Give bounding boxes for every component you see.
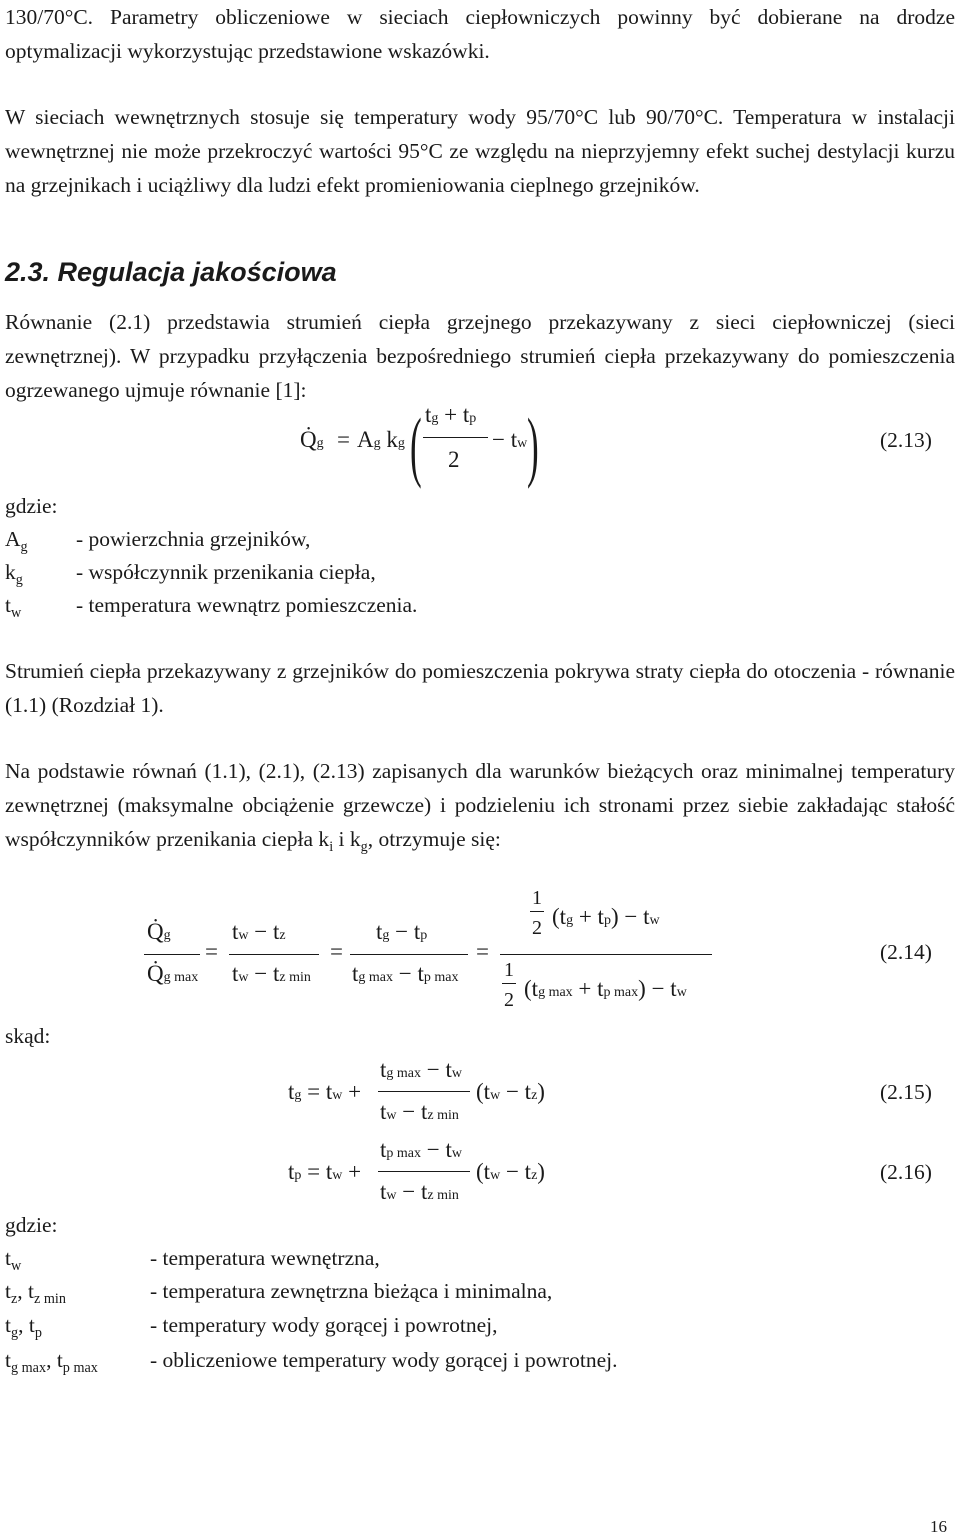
- page-number: 16: [930, 1517, 947, 1536]
- definition-symbol: $t_g$, $t_p$: [5, 1313, 42, 1341]
- gdzie-label-2: gdzie:: [5, 1213, 58, 1237]
- skad-label: skąd:: [5, 1024, 51, 1048]
- equation-number-2-14: (2.14): [880, 940, 932, 964]
- definition-symbol: $k_g$: [5, 560, 23, 588]
- section-heading: 2.3. Regulacja jakościowa: [5, 257, 337, 287]
- definition-symbol: $t_z$, $t_{z min}$: [5, 1279, 66, 1307]
- section-paragraph-1: Równanie (2.1) przedstawia strumień ciepła grzejnego przekazywany z sieci ciepłowniczej (sieci zewnętrznej). W przypadku przyłączenia bezpośredniego strumień ciepła przekazywany do pomieszczenia ogrzewanego ujmuje równanie [1]:: [5, 310, 955, 402]
- section-paragraph-2: Strumień ciepła przekazywany z grzejników do pomieszczenia pokrywa straty ciepła do otoczenia - równanie (1.1) (Rozdział 1).: [5, 659, 955, 717]
- equation-number-2-16: (2.16): [880, 1160, 932, 1184]
- equation-number-2-13: (2.13): [880, 428, 932, 452]
- gdzie-label: gdzie:: [5, 494, 58, 518]
- definition-text: - powierzchnia grzejników,: [76, 527, 311, 551]
- definition-text: - obliczeniowe temperatury wody gorącej i powrotnej.: [150, 1348, 618, 1372]
- definition-symbol: $t_w$: [5, 1246, 22, 1274]
- definition-text: - temperatury wody gorącej i powrotnej,: [150, 1313, 498, 1337]
- intro-paragraph-2: W sieciach wewnętrznych stosuje się temperatury wody 95/70°C lub 90/70°C. Temperatura w instalacji wewnętrznej nie może przekroczyć wartości 95°C ze względu na nieprzyjemny efekt suchej destylacji kurzu na grzejnikach i uciążliwy dla ludzi efekt promieniowania cieplnego grzejników.: [5, 105, 955, 197]
- definition-text: - temperatura zewnętrzna bieżąca i minimalna,: [150, 1279, 553, 1303]
- definition-text: - temperatura wewnątrz pomieszczenia.: [76, 593, 418, 617]
- intro-paragraph-1: 130/70°C. Parametry obliczeniowe w sieciach ciepłowniczych powinny być dobierane na drodze optymalizacji wykorzystując przedstawione wskazówki.: [5, 5, 955, 63]
- equation-number-2-15: (2.15): [880, 1080, 932, 1104]
- definition-symbol: $A_g$: [5, 527, 28, 555]
- definition-symbol: $t_{g max}$, $t_{p max}$: [5, 1348, 98, 1376]
- definition-text: - temperatura wewnętrzna,: [150, 1246, 380, 1270]
- definition-symbol: $t_w$: [5, 593, 22, 621]
- section-paragraph-3: Na podstawie równań (1.1), (2.1), (2.13) zapisanych dla warunków bieżących oraz minimalnej temperatury zewnętrznej (maksymalne obciążenie grzewcze) i podzieleniu ich stronami przez siebie zakładając stałość współczynników przenikania ciepła $k_i$ i $k_g$, otrzymuje się:: [5, 759, 955, 855]
- document-page: 130/70°C. Parametry obliczeniowe w sieciach ciepłowniczych powinny być dobierane na drodze optymalizacji wykorzystując przedstawione wskazówki. W sieciach wewnętrznych stosuje się temperatury wody 95/70°C lub 90/70°C. Temperatura w instalacji wewnętrznej nie może przekroczyć wartości 95°C ze względu na nieprzyjemny efekt suchej destylacji kurzu na grzejnikach i uciążliwy dla ludzi efekt promieniowania cieplnego grzejników. 2.3. Regulacja jakościowa Równanie (2.1) przedstawia strumień ciepła grzejnego przekazywany z sieci ciepłowniczej (sieci zewnętrznej). W przypadku przyłączenia bezpośredniego strumień ciepła przekazywany do pomieszczenia ogrzewanego ujmuje równanie [1]: Q̇g = Ag kg ( tg + tp 2 − tw ) (2.13) gdzie: $A_g$ - powierzchnia grzejników, $k_g$ - współczynnik przenikania ciepła, $t_w$ - temperatura wewnątrz pomieszczenia. Strumień ciepła przekazywany z grzejników do pomieszczenia pokrywa straty ciepła do otoczenia - równanie (1.1) (Rozdział 1). Na podstawie równań (1.1), (2.1), (2.13) zapisanych dla warunków bieżących oraz minimalnej temperatury zewnętrznej (maksymalne obciążenie grzewcze) i podzieleniu ich stronami przez siebie zakładając stałość współczynników przenikania ciepła $k_i$ i $k_g$, otrzymuje się: Q̇g Q̇g max = tw − tz tw − tz min = tg − tp tg max − tp max = 1 2 (tg + tp) − tw 1 2 (tg max + tp max) − tw (2.14) skąd: tg = tw + tg max − tw tw − tz min (tw − tz) (2.15) tp = tw + tp max − tw tw − tz min (tw − tz) (2.16) gdzie: $t_w$ - temperatura wewnętrzna, $t_z$, $t_{z min}$ - temperatura zewnętrzna bieżąca i minimalna, $t_g$, $t_p$ - temperatury wody gorącej i powrotnej, $t_{g max}$, $t_{p max}$ - obliczeniowe temperatury wody gorącej i powrotnej. 16: [0, 0, 960, 1537]
- definition-text: - współczynnik przenikania ciepła,: [76, 560, 376, 584]
